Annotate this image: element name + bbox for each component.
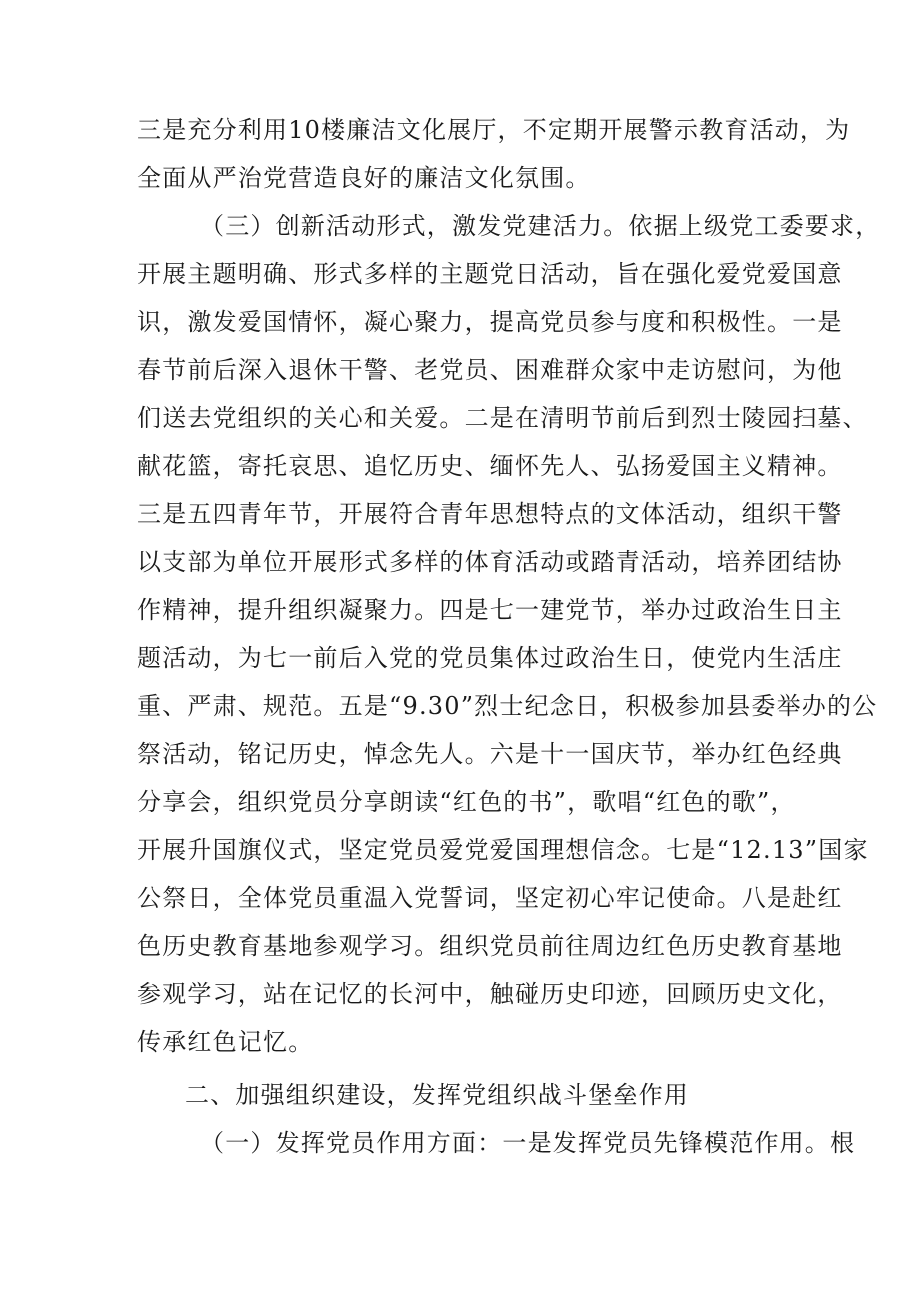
- text-line: 们送去党组织的关心和关爱。二是在清明节前后到烈士陵园扫墓、: [137, 404, 868, 432]
- text-line: 分享会，组织党员分享朗读“红色的书”，歌唱“红色的歌”，: [137, 788, 796, 816]
- text-line: 传承红色记忆。: [137, 1028, 314, 1056]
- text-line: 色历史教育基地参观学习。组织党员前往周边红色历史教育基地: [137, 932, 843, 960]
- text-line: 开展主题明确、形式多样的主题党日活动，旨在强化爱党爱国意: [137, 260, 843, 288]
- text-line: 开展升国旗仪式，坚定党员爱党爱国理想信念。七是“12.13”国家: [137, 836, 869, 864]
- text-line: 题活动，为七一前后入党的党员集体过政治生日，使党内生活庄: [137, 644, 843, 672]
- text-line: 公祭日，全体党员重温入党誓词，坚定初心牢记使命。八是赴红: [137, 884, 843, 912]
- text-line: 识，激发爱国情怀，凝心聚力，提高党员参与度和积极性。一是: [137, 308, 843, 336]
- text-line: 参观学习，站在记忆的长河中，触碰历史印迹，回顾历史文化，: [137, 980, 843, 1008]
- text-line: 献花篮，寄托哀思、追忆历史、缅怀先人、弘扬爱国主义精神。: [137, 452, 843, 480]
- text-line: 重、严肃、规范。五是“9.30”烈士纪念日，积极参加县委举办的公: [137, 692, 878, 720]
- section-heading: 二、加强组织建设，发挥党组织战斗堡垒作用: [185, 1081, 689, 1109]
- text-line: 三是充分利用10楼廉洁文化展厅，不定期开展警示教育活动，为: [137, 116, 851, 144]
- text-line: 以支部为单位开展形式多样的体育活动或踏青活动，培养团结协: [137, 548, 843, 576]
- paragraph-heading-line: （三）创新活动形式，激发党建活力。依据上级党工委要求，: [200, 212, 881, 240]
- text-line: 祭活动，铭记历史，悼念先人。六是十一国庆节，举办红色经典: [137, 740, 843, 768]
- text-line: 全面从严治党营造良好的廉洁文化氛围。: [137, 164, 591, 192]
- paragraph-heading-line: （一）发挥党员作用方面：一是发挥党员先锋模范作用。根: [200, 1129, 856, 1157]
- text-line: 三是五四青年节，开展符合青年思想特点的文体活动，组织干警: [137, 500, 843, 528]
- text-line: 春节前后深入退休干警、老党员、困难群众家中走访慰问，为他: [137, 356, 843, 384]
- text-line: 作精神，提升组织凝聚力。四是七一建党节，举办过政治生日主: [137, 596, 843, 624]
